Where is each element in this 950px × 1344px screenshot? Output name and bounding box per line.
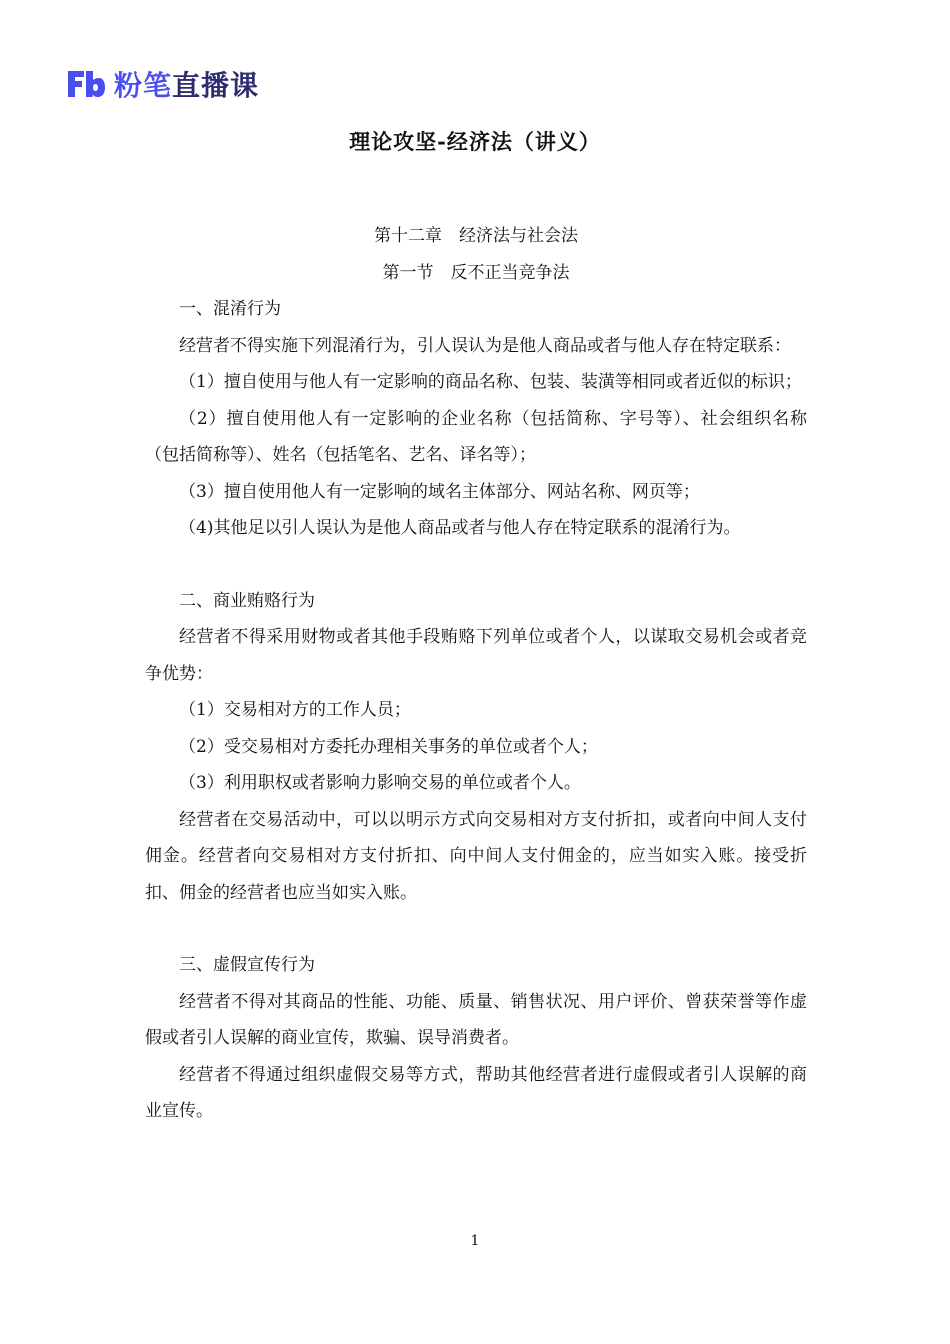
s3-paragraph-1: 经营者不得对其商品的性能、功能、质量、销售状况、用户评价、曾获荣誉等作虚假或者引人误解的商业宣传，欺骗、误导消费者。 — [145, 991, 807, 1048]
s2-paragraph: 经营者在交易活动中，可以以明示方式向交易相对方支付折扣，或者向中间人支付佣金。经营者向交易相对方支付折扣、向中间人支付佣金的，应当如实入账。接受折扣、佣金的经营者也应当如实入账。 — [145, 809, 807, 903]
section-heading: 第一节 反不正当竞争法 — [382, 262, 570, 283]
chapter-heading: 第十二章 经济法与社会法 — [374, 226, 578, 246]
s3-paragraph-2: 经营者不得通过组织虚假交易等方式，帮助其他经营者进行虚假或者引人误解的商业宣传。 — [145, 1064, 807, 1121]
document-title: 理论攻坚-经济法（讲义） — [349, 129, 601, 154]
s1-heading: 一、混淆行为 — [179, 299, 281, 319]
s1-item: （3）擅自使用他人有一定影响的域名主体部分、网站名称、网页等； — [179, 481, 700, 502]
document-body — [145, 218, 807, 1130]
s1-item: （1）擅自使用与他人有一定影响的商品名称、包装、装潢等相同或者近似的标识； — [179, 372, 802, 392]
s2-intro: 经营者不得采用财物或者其他手段贿赂下列单位或者个人，以谋取交易机会或者竞争优势： — [145, 627, 807, 684]
s1-intro: 经营者不得实施下列混淆行为，引人误认为是他人商品或者与他人存在特定联系： — [179, 335, 791, 356]
page-number: 1 — [470, 1233, 480, 1249]
s3-heading: 三、虚假宣传行为 — [179, 955, 315, 975]
logo-text-brand: 粉笔 — [114, 69, 173, 102]
s2-item: （1）交易相对方的工作人员； — [179, 700, 411, 720]
s2-item: （3）利用职权或者影响力影响交易的单位或者个人。 — [179, 773, 581, 793]
brand-logo — [66, 64, 259, 104]
s1-item: （4)其他足以引人误认为是他人商品或者与他人存在特定联系的混淆行为。 — [179, 518, 741, 538]
s1-item: （2）擅自使用他人有一定影响的企业名称（包括简称、字号等）、社会组织名称（包括简称等）、姓名（包括笔名、艺名、译名等）； — [145, 408, 807, 465]
logo-text-product: 直播课 — [172, 69, 260, 102]
s2-heading: 二、商业贿赂行为 — [179, 590, 315, 611]
fb-logo-icon — [66, 69, 106, 99]
s2-item: （2）受交易相对方委托办理相关事务的单位或者个人； — [179, 736, 598, 757]
